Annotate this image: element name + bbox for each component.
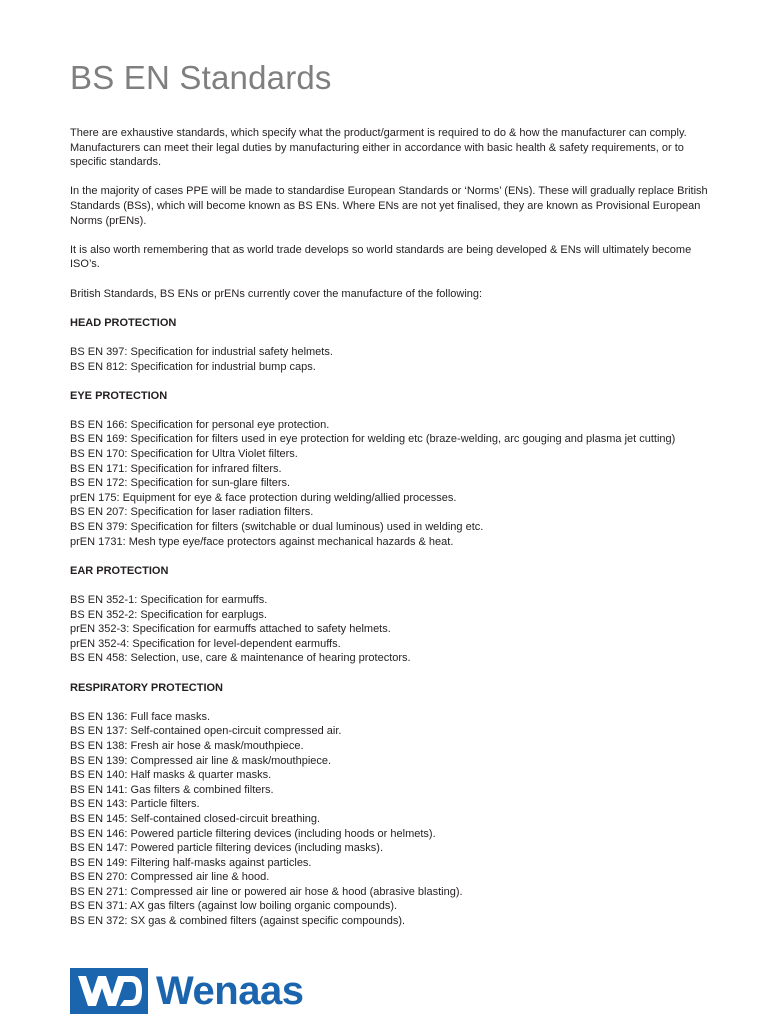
list-item: BS EN 145: Self-contained closed-circuit breathing. (70, 812, 321, 825)
intro-text (70, 126, 710, 301)
list-item: prEN 175: Equipment for eye & face protection during welding/allied processes. (70, 491, 457, 504)
section-heading: RESPIRATORY PROTECTION (70, 681, 224, 694)
list-item: BS EN 372: SX gas & combined filters (against specific compounds). (70, 915, 406, 928)
wenaas-logo-icon (70, 968, 148, 1014)
section-heading: EYE PROTECTION (70, 389, 168, 402)
list-item: BS EN 149: Filtering half-masks against particles. (70, 856, 312, 869)
list-item: BS EN 138: Fresh air hose & mask/mouthpiece. (70, 739, 304, 752)
list-item: BS EN 147: Powered particle filtering devices (including masks). (70, 842, 384, 855)
list-item: BS EN 458: Selection, use, care & maintenance of hearing protectors. (70, 652, 411, 665)
list-item: prEN 1731: Mesh type eye/face protectors against mechanical hazards & heat. (70, 535, 454, 548)
wenaas-logo (70, 968, 303, 1014)
section-heading: EAR PROTECTION (70, 564, 169, 577)
list-item: BS EN 170: Specification for Ultra Violet filters. (70, 448, 298, 461)
list-item: BS EN 207: Specification for laser radiation filters. (70, 506, 314, 519)
list-item: BS EN 137: Self-contained open-circuit compressed air. (70, 725, 342, 738)
list-item: BS EN 136: Full face masks. (70, 710, 210, 723)
standards-list (70, 593, 710, 666)
document-page (70, 58, 710, 943)
list-item: BS EN 139: Compressed air line & mask/mouthpiece. (70, 754, 332, 767)
wenaas-logo-text: Wenaas (156, 969, 304, 1013)
list-item: BS EN 270: Compressed air line & hood. (70, 871, 270, 884)
standards-list (70, 710, 710, 929)
list-item: BS EN 397: Specification for industrial safety helmets. (70, 345, 333, 358)
list-item: BS EN 166: Specification for personal eye protection. (70, 418, 330, 431)
list-item: BS EN 352-2: Specification for earplugs. (70, 608, 267, 621)
section-heading: HEAD PROTECTION (70, 316, 177, 329)
list-item: BS EN 141: Gas filters & combined filters. (70, 783, 274, 796)
list-item: BS EN 371: AX gas filters (against low boiling organic compounds). (70, 900, 398, 913)
list-item: prEN 352-3: Specification for earmuffs attached to safety helmets. (70, 623, 391, 636)
list-item: BS EN 379: Specification for filters (switchable or dual luminous) used in welding etc. (70, 521, 484, 534)
list-item: BS EN 352-1: Specification for earmuffs. (70, 594, 268, 606)
list-item: BS EN 812: Specification for industrial bump caps. (70, 360, 316, 373)
intro-paragraph: There are exhaustive standards, which specify what the product/garment is required to do & how the manufacturer can comply. Manufacturers can meet their legal duties by manufacturing either in accordance with basic health & safety requirements, or to specific standards. (70, 127, 687, 169)
intro-paragraph: In the majority of cases PPE will be made to standardise European Standards or ‘Norms’ (ENs). These will gradually replace British Standards (BSs), which will become known as BS ENs. Where ENs are not yet finalised, they are known as Provisional European Norms (prENs). (70, 185, 708, 227)
standards-list (70, 345, 710, 374)
standards-list (70, 418, 710, 549)
list-item: BS EN 169: Specification for filters used in eye protection for welding etc (braze-welding, arc gouging and plasma jet cutting) (70, 433, 676, 446)
list-item: BS EN 146: Powered particle filtering devices (including hoods or helmets). (70, 827, 436, 840)
page-title: BS EN Standards (70, 59, 332, 96)
list-item: BS EN 172: Specification for sun-glare filters. (70, 477, 291, 490)
list-item: prEN 352-4: Specification for level-dependent earmuffs. (70, 637, 341, 650)
standards-sections (70, 316, 710, 929)
list-item: BS EN 143: Particle filters. (70, 798, 200, 811)
list-item: BS EN 271: Compressed air line or powered air hose & hood (abrasive blasting). (70, 885, 463, 898)
list-item: BS EN 140: Half masks & quarter masks. (70, 769, 272, 782)
intro-paragraph: British Standards, BS ENs or prENs currently cover the manufacture of the following: (70, 287, 483, 300)
intro-paragraph: It is also worth remembering that as world trade develops so world standards are being developed & ENs will ultimately become ISO’s. (70, 243, 692, 271)
list-item: BS EN 171: Specification for infrared filters. (70, 462, 282, 475)
